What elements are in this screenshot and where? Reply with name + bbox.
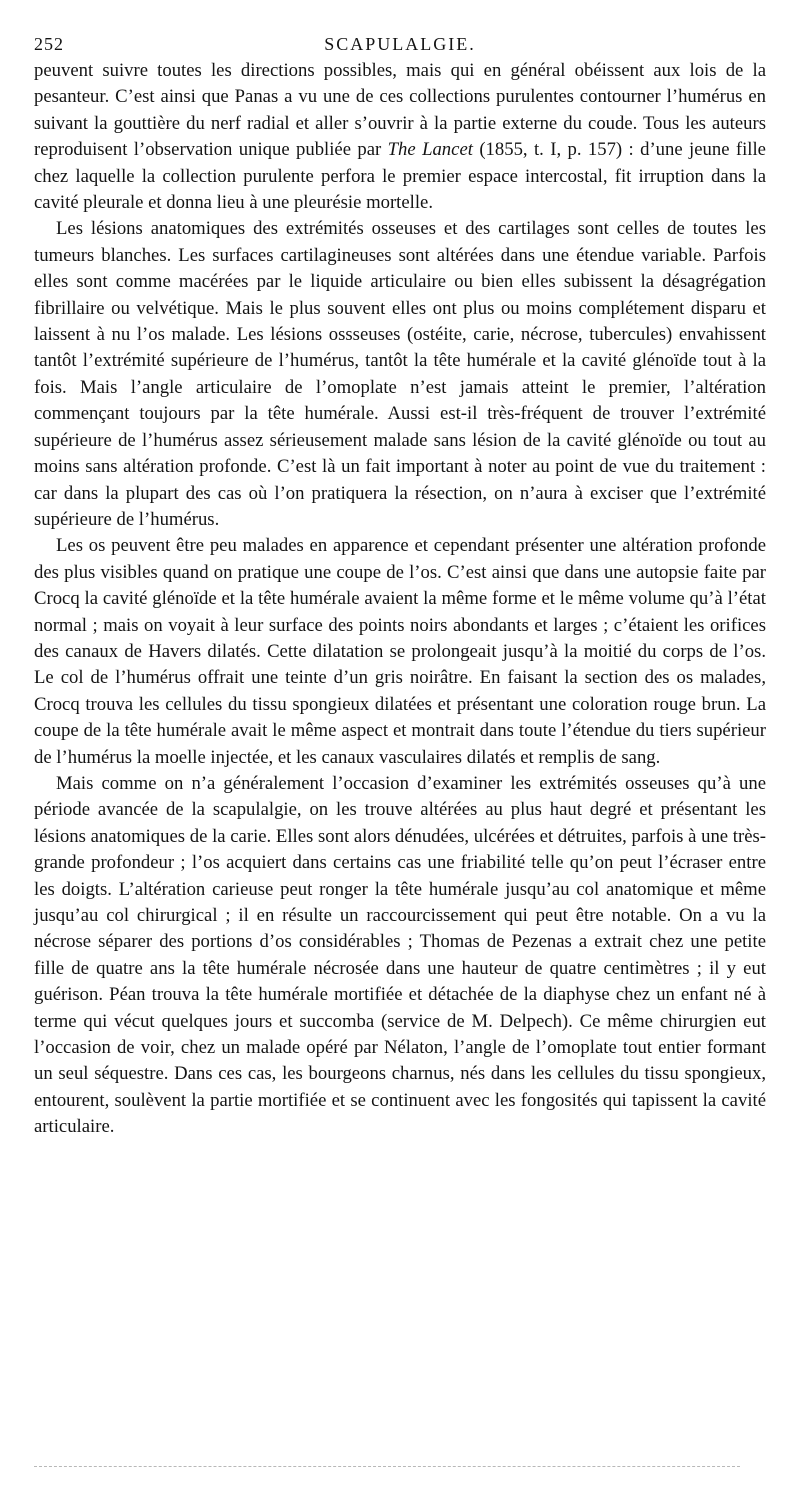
paragraph-1-text-before: peuvent suivre toutes les directions possibles, mais qui en général obéissent aux lois de la pesanteur. C’est ainsi que Panas a vu une de ces collections purulentes contourner l’humérus en suivant la gouttière du nerf radial et aller s’ouvrir à la partie externe du coude. Tous les auteurs reproduisent l’observation unique publiée par [34, 60, 766, 161]
paragraph-3: Les os peuvent être peu malades en apparence et cependant présenter une altération profonde des plus visibles quand on pratique une coupe de l’os. C’est ainsi que dans une autopsie faite par Crocq la cavité glénoïde et la tête humérale avaient la même forme et le même volume qu’à l’état normal ; mais on voyait à leur surface des points noirs abondants et larges ; c’étaient les orifices des canaux de Havers dilatés. Cette dilatation se prolongeait jusqu’à la moitié du corps de l’os. Le col de l’humérus offrait une teinte d’un gris noirâtre. En faisant la section des os malades, Crocq trouva les cellules du tissu spongieux dilatées et présentant une coloration rouge brun. La coupe de la tête humérale avait le même aspect et montrait dans toute l’étendue du tiers supérieur de l’humérus la moelle injectée, et les canaux vasculaires dilatés et remplis de sang. [34, 535, 766, 768]
footer-artifact-line [34, 1466, 740, 1467]
paragraph-1-text-after: (1855, t. I, p. 157) : d’une jeune fille chez laquelle la collection purulente perfora le premier espace intercostal, fit irruption dans la cavité pleurale et donna lieu à une pleurésie mortelle. [34, 139, 766, 214]
page-header [34, 22, 766, 58]
body-text [34, 58, 766, 1141]
running-title: SCAPULALGIE. [324, 34, 476, 54]
paragraph-1 [34, 58, 766, 216]
paragraph-4: Mais comme on n’a généralement l’occasion d’examiner les extrémités osseuses qu’à une période avancée de la scapulalgie, on les trouve altérées au plus haut degré et présentant les lésions anatomiques de la carie. Elles sont alors dénudées, ulcérées et détruites, parfois à une très-grande profondeur ; l’os acquiert dans certains cas une friabilité telle qu’on peut l’écraser entre les doigts. L’altération carieuse peut ronger la tête humérale jusqu’au col anatomique et même jusqu’au col chirurgical ; il en résulte un raccourcissement qui peut être notable. On a vu la nécrose séparer des portions d’os considérables ; Thomas de Pezenas a extrait chez une petite fille de quatre ans la tête humérale nécrosée dans une hauteur de quatre centimètres ; il y eut guérison. Péan trouva la tête humérale mortifiée et détachée de la diaphyse chez un enfant né à terme qui vécut quelques jours et succomba (service de M. Delpech). Ce même chirurgien eut l’occasion de voir, chez un malade opéré par Nélaton, l’angle de l’omoplate tout entier formant un seul séquestre. Dans ces cas, les bourgeons charnus, nés dans les cellules du tissu spongieux, entourent, soulèvent la partie mortifiée et se continuent avec les fongosités qui tapissent la cavité articulaire. [34, 772, 766, 1138]
paragraph-2: Les lésions anatomiques des extrémités osseuses et des cartilages sont celles de toutes les tumeurs blanches. Les surfaces cartilagineuses sont altérées dans une étendue variable. Parfois elles sont comme macérées par le liquide articulaire ou bien elles subissent la désagrégation fibrillaire ou velvétique. Mais le plus souvent elles ont plus ou moins complétement disparu et laissent à nu l’os malade. Les lésions ossseuses (ostéite, carie, nécrose, tubercules) envahissent tantôt l’extrémité supérieure de l’humérus, tantôt la tête humérale et la cavité glénoïde tout à la fois. Mais l’angle articulaire de l’omoplate n’est jamais atteint le premier, l’altération commençant toujours par la tête humérale. Aussi est-il très-fréquent de trouver l’extrémité supérieure de l’humérus assez sérieusement malade sans lésion de la cavité glénoïde ou tout au moins sans altération profonde. C’est là un fait important à noter au point de vue du traitement : car dans la plupart des cas où l’on pratiquera la résection, on n’aura à exciser que l’extrémité supérieure de l’humérus. [34, 218, 766, 530]
journal-title: The Lancet [387, 139, 473, 161]
page-number: 252 [34, 34, 64, 54]
